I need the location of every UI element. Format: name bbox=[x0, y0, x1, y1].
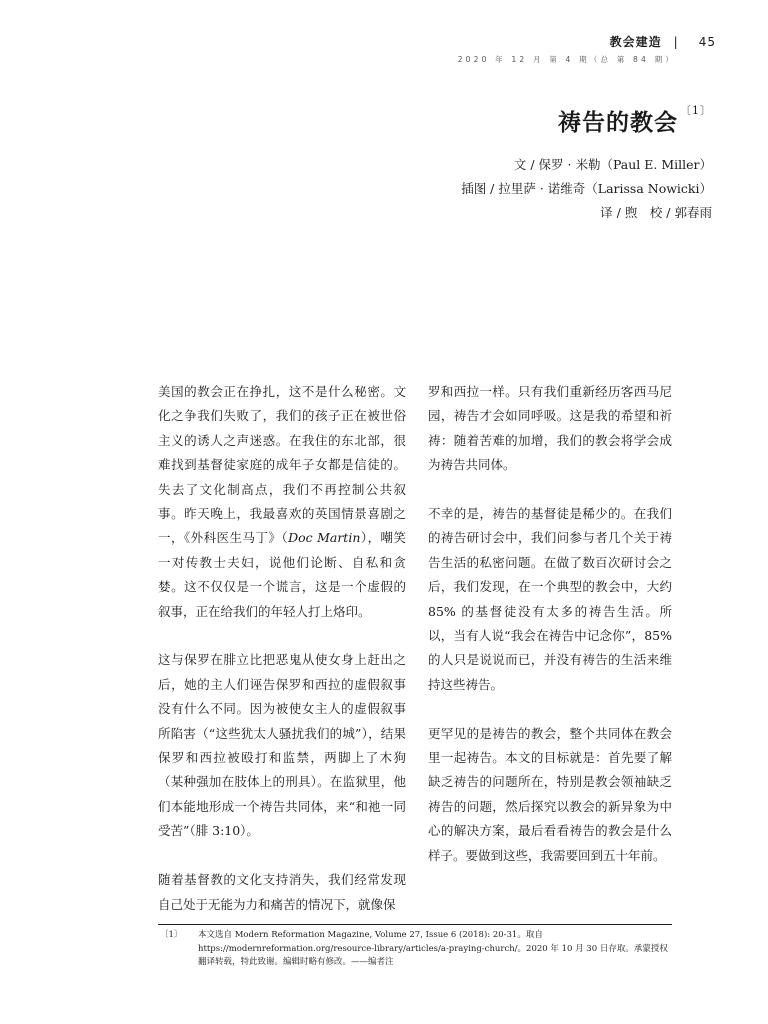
paragraph: 更罕见的是祷告的教会，整个共同体在教会里一起祷告。本文的目标就是：首先要了解缺乏祷告的问题所在，特别是教会领袖缺乏祷告的问题，然后探究以教会的新异象为中心的解决方案，最后看看祷告的教会是什么样子。要做到这些，我需要回到五十年前。 bbox=[428, 725, 672, 863]
footnote-divider bbox=[158, 924, 672, 925]
issue-info: 2020 年 12 月 第 4 期（总 第 84 期） bbox=[457, 55, 676, 64]
translator-credit: 译 / 煦 校 / 郭春雨 bbox=[600, 205, 712, 220]
footnote-text: 本文选自 Modern Reformation Magazine, Volume 27, Issue 6 (2018): 20-31。取自 https://modernreformation.org/resource-library/articles/a-praying-church/。2020 年 10 月 30 日存取。承蒙授权翻译转载，特此致谢。编辑时略有修改。——编者注 bbox=[198, 930, 668, 967]
show-title-italic: Doc Martin bbox=[288, 530, 361, 546]
credits bbox=[461, 153, 712, 225]
footnote bbox=[158, 929, 672, 970]
illustrator-credit: 插图 / 拉里萨 · 诺维奇（Larissa Nowicki） bbox=[461, 181, 712, 196]
paragraph: 这与保罗在腓立比把恶鬼从使女身上赶出之后，她的主人们诬告保罗和西拉的虚假叙事没有什么不同。因为被使女主人的虚假叙事所陷害（“这些犹太人骚扰我们的城”），结果保罗和西拉被殴打和监禁，两脚上了木狗（某种强加在肢体上的刑具）。在监狱里，他们本能地形成一个祷告共同体，来“和祂一同受苦”（腓 3:10）。 bbox=[158, 652, 406, 839]
body-column-right bbox=[428, 380, 672, 868]
page-number: 45 bbox=[698, 35, 716, 49]
article-title-block bbox=[558, 104, 712, 137]
body-column-left bbox=[158, 380, 406, 917]
running-head-top bbox=[296, 33, 716, 50]
paragraph: 不幸的是，祷告的基督徒是稀少的。在我们的祷告研讨会中，我们问参与者几个关于祷告生活的私密问题。在做了数百次研讨会之后，我们发现，在一个典型的教会中，大约 85% 的基督徒没有太多的祷告生活。所以，当有人说“我会在祷告中记念你”，85% 的人只是说说而已，并没有祷告的生活来维持这些祷告。 bbox=[428, 506, 672, 692]
article-title-text: 祷告的教会 bbox=[558, 109, 678, 136]
paragraph bbox=[158, 380, 406, 624]
paragraph-text: ），嘲笑一对传教士夫妇，说他们论断、自私和贪婪。这不仅仅是一个谎言，这是一个虚假的叙事，正在给我们的年轻人打上烙印。 bbox=[158, 530, 406, 619]
article-title bbox=[558, 104, 712, 136]
running-head bbox=[296, 33, 716, 65]
section-name: 教会建造 bbox=[609, 35, 662, 49]
title-footnote-mark[interactable]: 〔1〕 bbox=[680, 104, 712, 117]
footnote-mark: 〔1〕 bbox=[160, 930, 183, 940]
paragraph-text: 美国的教会正在挣扎，这不是什么秘密。文化之争我们失败了，我们的孩子正在被世俗主义的诱人之声迷惑。在我住的东北部，很难找到基督徒家庭的成年子女都是信徒的。失去了文化制高点，我们不再控制公共叙事。昨天晚上，我最喜欢的英国情景喜剧之一，《外科医生马丁》（ bbox=[158, 384, 406, 546]
author-credit: 文 / 保罗 · 米勒（Paul E. Miller） bbox=[513, 157, 712, 172]
paragraph: 随着基督教的文化支持消失，我们经常发现自己处于无能为力和痛苦的情况下，就像保 bbox=[158, 872, 406, 912]
paragraph: 罗和西拉一样。只有我们重新经历客西马尼园，祷告才会如同呼吸。这是我的希望和祈祷：随着苦难的加增，我们的教会将学会成为祷告共同体。 bbox=[428, 384, 672, 473]
running-head-separator: | bbox=[673, 35, 679, 49]
